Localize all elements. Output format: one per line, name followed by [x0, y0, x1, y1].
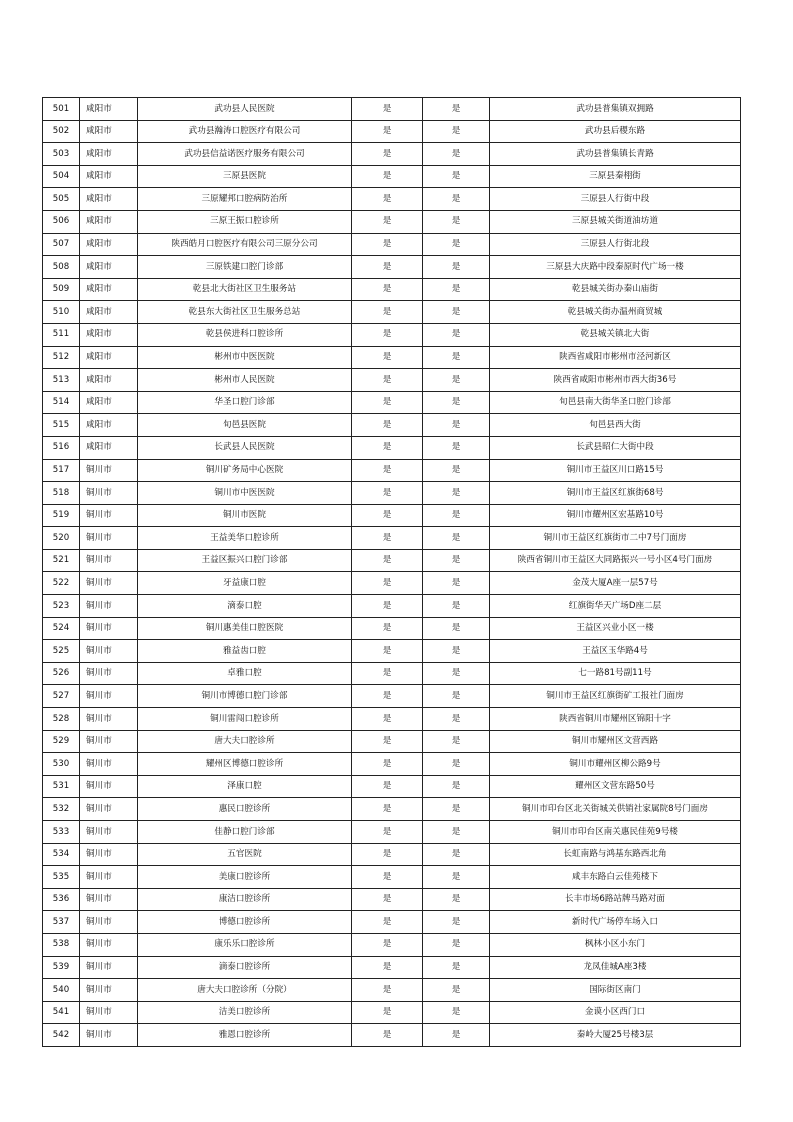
table-row [43, 753, 741, 776]
flag-cell-1: 是 [352, 504, 423, 527]
flag-cell-1: 是 [352, 278, 423, 301]
institution-name-cell: 滴泰口腔 [138, 595, 352, 618]
address-cell: 秦岭大厦25号楼3层 [490, 1024, 741, 1047]
city-cell: 铜川市 [80, 775, 138, 798]
city-cell: 铜川市 [80, 843, 138, 866]
institution-name-cell: 牙益康口腔 [138, 572, 352, 595]
flag-cell-1: 是 [352, 662, 423, 685]
row-number-cell: 511 [43, 323, 80, 346]
address-cell: 乾县城关街办温州商贸城 [490, 301, 741, 324]
city-cell: 铜川市 [80, 595, 138, 618]
address-cell: 七一路81号副11号 [490, 662, 741, 685]
flag-cell-2: 是 [423, 708, 490, 731]
table-row [43, 843, 741, 866]
flag-cell-1: 是 [352, 549, 423, 572]
address-cell: 铜川市王益区川口路15号 [490, 459, 741, 482]
institution-name-cell: 铜川惠美佳口腔医院 [138, 617, 352, 640]
city-cell: 铜川市 [80, 708, 138, 731]
flag-cell-2: 是 [423, 1024, 490, 1047]
institution-name-cell: 五官医院 [138, 843, 352, 866]
flag-cell-1: 是 [352, 256, 423, 279]
table-row [43, 278, 741, 301]
table-row [43, 233, 741, 256]
city-cell: 铜川市 [80, 504, 138, 527]
flag-cell-1: 是 [352, 956, 423, 979]
flag-cell-2: 是 [423, 323, 490, 346]
city-cell: 咸阳市 [80, 188, 138, 211]
city-cell: 铜川市 [80, 459, 138, 482]
address-cell: 武功县后稷东路 [490, 120, 741, 143]
table-row [43, 188, 741, 211]
table-row [43, 708, 741, 731]
row-number-cell: 509 [43, 278, 80, 301]
city-cell: 铜川市 [80, 730, 138, 753]
row-number-cell: 519 [43, 504, 80, 527]
table-body [43, 98, 741, 1047]
address-cell: 武功县普集镇长青路 [490, 143, 741, 166]
institution-name-cell: 康乐乐口腔诊所 [138, 933, 352, 956]
flag-cell-2: 是 [423, 165, 490, 188]
address-cell: 陕西省咸阳市彬州市泾河新区 [490, 346, 741, 369]
flag-cell-1: 是 [352, 98, 423, 121]
row-number-cell: 510 [43, 301, 80, 324]
flag-cell-2: 是 [423, 527, 490, 550]
flag-cell-1: 是 [352, 369, 423, 392]
city-cell: 铜川市 [80, 979, 138, 1002]
flag-cell-1: 是 [352, 933, 423, 956]
institution-name-cell: 武功县人民医院 [138, 98, 352, 121]
flag-cell-1: 是 [352, 1024, 423, 1047]
flag-cell-2: 是 [423, 775, 490, 798]
flag-cell-1: 是 [352, 165, 423, 188]
flag-cell-1: 是 [352, 753, 423, 776]
address-cell: 枫林小区小东门 [490, 933, 741, 956]
flag-cell-1: 是 [352, 323, 423, 346]
flag-cell-2: 是 [423, 595, 490, 618]
institution-name-cell: 佳静口腔门诊部 [138, 821, 352, 844]
flag-cell-1: 是 [352, 911, 423, 934]
table-row [43, 888, 741, 911]
flag-cell-2: 是 [423, 956, 490, 979]
address-cell: 咸丰东路白云佳苑楼下 [490, 866, 741, 889]
table-row [43, 595, 741, 618]
row-number-cell: 531 [43, 775, 80, 798]
flag-cell-1: 是 [352, 346, 423, 369]
flag-cell-1: 是 [352, 821, 423, 844]
flag-cell-1: 是 [352, 459, 423, 482]
address-cell: 武功县普集镇双拥路 [490, 98, 741, 121]
flag-cell-2: 是 [423, 979, 490, 1002]
flag-cell-2: 是 [423, 188, 490, 211]
address-cell: 铜川市耀州区柳公路9号 [490, 753, 741, 776]
address-cell: 铜川市耀州区文营西路 [490, 730, 741, 753]
table-row [43, 1024, 741, 1047]
city-cell: 铜川市 [80, 888, 138, 911]
row-number-cell: 512 [43, 346, 80, 369]
address-cell: 铜川市王益区红旗街市二中7号门面房 [490, 527, 741, 550]
institution-name-cell: 唐大夫口腔诊所 [138, 730, 352, 753]
flag-cell-1: 是 [352, 572, 423, 595]
flag-cell-1: 是 [352, 775, 423, 798]
table-row [43, 391, 741, 414]
institution-name-cell: 雅恩口腔诊所 [138, 1024, 352, 1047]
flag-cell-2: 是 [423, 1001, 490, 1024]
flag-cell-2: 是 [423, 278, 490, 301]
city-cell: 咸阳市 [80, 143, 138, 166]
table-row [43, 143, 741, 166]
address-cell: 铜川市耀州区宏基路10号 [490, 504, 741, 527]
flag-cell-2: 是 [423, 617, 490, 640]
table-row [43, 527, 741, 550]
flag-cell-1: 是 [352, 210, 423, 233]
row-number-cell: 525 [43, 640, 80, 663]
flag-cell-1: 是 [352, 482, 423, 505]
city-cell: 咸阳市 [80, 391, 138, 414]
city-cell: 咸阳市 [80, 369, 138, 392]
table-row [43, 301, 741, 324]
row-number-cell: 518 [43, 482, 80, 505]
city-cell: 咸阳市 [80, 98, 138, 121]
city-cell: 铜川市 [80, 821, 138, 844]
table-row [43, 911, 741, 934]
city-cell: 咸阳市 [80, 323, 138, 346]
table-row [43, 730, 741, 753]
table-row [43, 120, 741, 143]
row-number-cell: 535 [43, 866, 80, 889]
row-number-cell: 522 [43, 572, 80, 595]
address-cell: 红旗街华天广场D座二层 [490, 595, 741, 618]
table-row [43, 572, 741, 595]
table-row [43, 256, 741, 279]
row-number-cell: 516 [43, 436, 80, 459]
institution-name-cell: 铜川市博德口腔门诊部 [138, 685, 352, 708]
address-cell: 乾县城关镇北大街 [490, 323, 741, 346]
table-row [43, 1001, 741, 1024]
flag-cell-2: 是 [423, 730, 490, 753]
flag-cell-2: 是 [423, 685, 490, 708]
flag-cell-1: 是 [352, 527, 423, 550]
institution-name-cell: 铜川市中医医院 [138, 482, 352, 505]
table-row [43, 346, 741, 369]
row-number-cell: 513 [43, 369, 80, 392]
flag-cell-2: 是 [423, 888, 490, 911]
flag-cell-1: 是 [352, 685, 423, 708]
city-cell: 铜川市 [80, 572, 138, 595]
row-number-cell: 536 [43, 888, 80, 911]
flag-cell-1: 是 [352, 120, 423, 143]
city-cell: 咸阳市 [80, 278, 138, 301]
city-cell: 咸阳市 [80, 414, 138, 437]
table-row [43, 956, 741, 979]
flag-cell-2: 是 [423, 482, 490, 505]
row-number-cell: 508 [43, 256, 80, 279]
table-row [43, 685, 741, 708]
row-number-cell: 514 [43, 391, 80, 414]
institution-name-cell: 王益区振兴口腔门诊部 [138, 549, 352, 572]
institution-name-cell: 长武县人民医院 [138, 436, 352, 459]
flag-cell-1: 是 [352, 888, 423, 911]
flag-cell-2: 是 [423, 391, 490, 414]
address-cell: 长丰市场6路站牌马路对面 [490, 888, 741, 911]
city-cell: 铜川市 [80, 617, 138, 640]
table-row [43, 210, 741, 233]
city-cell: 铜川市 [80, 685, 138, 708]
flag-cell-2: 是 [423, 933, 490, 956]
address-cell: 龙凤佳城A座3楼 [490, 956, 741, 979]
institution-name-cell: 滴泰口腔诊所 [138, 956, 352, 979]
city-cell: 咸阳市 [80, 346, 138, 369]
institution-table [42, 97, 741, 1047]
address-cell: 陕西省咸阳市彬州市西大街36号 [490, 369, 741, 392]
flag-cell-1: 是 [352, 640, 423, 663]
row-number-cell: 515 [43, 414, 80, 437]
row-number-cell: 520 [43, 527, 80, 550]
address-cell: 陕西省铜川市耀州区锦阳十字 [490, 708, 741, 731]
row-number-cell: 542 [43, 1024, 80, 1047]
flag-cell-1: 是 [352, 143, 423, 166]
flag-cell-2: 是 [423, 549, 490, 572]
institution-name-cell: 武功县信益诺医疗服务有限公司 [138, 143, 352, 166]
city-cell: 咸阳市 [80, 120, 138, 143]
flag-cell-2: 是 [423, 662, 490, 685]
table-row [43, 549, 741, 572]
row-number-cell: 529 [43, 730, 80, 753]
flag-cell-1: 是 [352, 798, 423, 821]
address-cell: 三原县人行街中段 [490, 188, 741, 211]
address-cell: 金茂大厦A座一层57号 [490, 572, 741, 595]
institution-name-cell: 彬州市中医医院 [138, 346, 352, 369]
flag-cell-1: 是 [352, 979, 423, 1002]
table-row [43, 165, 741, 188]
address-cell: 国际街区南门 [490, 979, 741, 1002]
city-cell: 铜川市 [80, 1024, 138, 1047]
row-number-cell: 505 [43, 188, 80, 211]
flag-cell-2: 是 [423, 210, 490, 233]
row-number-cell: 541 [43, 1001, 80, 1024]
flag-cell-2: 是 [423, 821, 490, 844]
institution-name-cell: 王益美华口腔诊所 [138, 527, 352, 550]
row-number-cell: 538 [43, 933, 80, 956]
flag-cell-2: 是 [423, 369, 490, 392]
city-cell: 铜川市 [80, 956, 138, 979]
address-cell: 长虹南路与鸿基东路西北角 [490, 843, 741, 866]
city-cell: 铜川市 [80, 753, 138, 776]
city-cell: 铜川市 [80, 640, 138, 663]
institution-name-cell: 乾县侯进科口腔诊所 [138, 323, 352, 346]
row-number-cell: 507 [43, 233, 80, 256]
institution-name-cell: 乾县东大街社区卫生服务总站 [138, 301, 352, 324]
flag-cell-1: 是 [352, 414, 423, 437]
institution-name-cell: 泽康口腔 [138, 775, 352, 798]
table-row [43, 640, 741, 663]
address-cell: 王益区玉华路4号 [490, 640, 741, 663]
address-cell: 旬邑县南大街华圣口腔门诊部 [490, 391, 741, 414]
address-cell: 三原县城关街道油坊道 [490, 210, 741, 233]
address-cell: 铜川市印台区南关惠民佳苑9号楼 [490, 821, 741, 844]
flag-cell-1: 是 [352, 1001, 423, 1024]
row-number-cell: 528 [43, 708, 80, 731]
institution-name-cell: 三原县医院 [138, 165, 352, 188]
flag-cell-1: 是 [352, 188, 423, 211]
city-cell: 咸阳市 [80, 165, 138, 188]
institution-name-cell: 雅益齿口腔 [138, 640, 352, 663]
flag-cell-2: 是 [423, 346, 490, 369]
address-cell: 乾县城关街办秦山庙街 [490, 278, 741, 301]
row-number-cell: 532 [43, 798, 80, 821]
city-cell: 铜川市 [80, 1001, 138, 1024]
flag-cell-1: 是 [352, 595, 423, 618]
row-number-cell: 504 [43, 165, 80, 188]
city-cell: 铜川市 [80, 911, 138, 934]
city-cell: 铜川市 [80, 527, 138, 550]
institution-name-cell: 唐大夫口腔诊所（分院） [138, 979, 352, 1002]
row-number-cell: 530 [43, 753, 80, 776]
table-row [43, 798, 741, 821]
flag-cell-1: 是 [352, 301, 423, 324]
row-number-cell: 501 [43, 98, 80, 121]
institution-name-cell: 耀州区博德口腔诊所 [138, 753, 352, 776]
flag-cell-2: 是 [423, 504, 490, 527]
table-row [43, 504, 741, 527]
row-number-cell: 523 [43, 595, 80, 618]
flag-cell-2: 是 [423, 414, 490, 437]
address-cell: 三原县秦栩街 [490, 165, 741, 188]
row-number-cell: 502 [43, 120, 80, 143]
flag-cell-2: 是 [423, 301, 490, 324]
flag-cell-2: 是 [423, 143, 490, 166]
flag-cell-2: 是 [423, 98, 490, 121]
row-number-cell: 534 [43, 843, 80, 866]
flag-cell-2: 是 [423, 233, 490, 256]
city-cell: 铜川市 [80, 482, 138, 505]
institution-name-cell: 康洁口腔诊所 [138, 888, 352, 911]
institution-name-cell: 博德口腔诊所 [138, 911, 352, 934]
table-row [43, 617, 741, 640]
row-number-cell: 503 [43, 143, 80, 166]
table-row [43, 459, 741, 482]
address-cell: 新时代广场停车场入口 [490, 911, 741, 934]
institution-name-cell: 洁美口腔诊所 [138, 1001, 352, 1024]
row-number-cell: 533 [43, 821, 80, 844]
flag-cell-1: 是 [352, 730, 423, 753]
city-cell: 铜川市 [80, 549, 138, 572]
table-row [43, 933, 741, 956]
row-number-cell: 527 [43, 685, 80, 708]
row-number-cell: 537 [43, 911, 80, 934]
table-row [43, 662, 741, 685]
address-cell: 铜川市王益区红旗街矿工报社门面房 [490, 685, 741, 708]
table-row [43, 775, 741, 798]
institution-name-cell: 卓雅口腔 [138, 662, 352, 685]
city-cell: 咸阳市 [80, 233, 138, 256]
flag-cell-1: 是 [352, 617, 423, 640]
flag-cell-1: 是 [352, 391, 423, 414]
flag-cell-1: 是 [352, 436, 423, 459]
flag-cell-1: 是 [352, 843, 423, 866]
institution-name-cell: 旬邑县医院 [138, 414, 352, 437]
city-cell: 咸阳市 [80, 436, 138, 459]
institution-name-cell: 三原耀邦口腔病防治所 [138, 188, 352, 211]
address-cell: 三原县人行街北段 [490, 233, 741, 256]
institution-name-cell: 三原王振口腔诊所 [138, 210, 352, 233]
address-cell: 长武县昭仁大街中段 [490, 436, 741, 459]
table-row [43, 482, 741, 505]
table-row [43, 98, 741, 121]
flag-cell-1: 是 [352, 708, 423, 731]
institution-name-cell: 陕西皓月口腔医疗有限公司三原分公司 [138, 233, 352, 256]
address-cell: 铜川市王益区红旗街68号 [490, 482, 741, 505]
city-cell: 咸阳市 [80, 256, 138, 279]
flag-cell-2: 是 [423, 798, 490, 821]
flag-cell-2: 是 [423, 753, 490, 776]
flag-cell-2: 是 [423, 256, 490, 279]
table-row [43, 369, 741, 392]
row-number-cell: 526 [43, 662, 80, 685]
row-number-cell: 517 [43, 459, 80, 482]
address-cell: 三原县大庆路中段秦原时代广场一楼 [490, 256, 741, 279]
table-row [43, 436, 741, 459]
city-cell: 铜川市 [80, 933, 138, 956]
institution-name-cell: 铜川市医院 [138, 504, 352, 527]
row-number-cell: 540 [43, 979, 80, 1002]
table-row [43, 821, 741, 844]
city-cell: 铜川市 [80, 866, 138, 889]
table-row [43, 323, 741, 346]
city-cell: 铜川市 [80, 798, 138, 821]
institution-name-cell: 华圣口腔门诊部 [138, 391, 352, 414]
institution-name-cell: 铜川雷闯口腔诊所 [138, 708, 352, 731]
flag-cell-2: 是 [423, 866, 490, 889]
institution-name-cell: 美康口腔诊所 [138, 866, 352, 889]
institution-name-cell: 彬州市人民医院 [138, 369, 352, 392]
flag-cell-2: 是 [423, 640, 490, 663]
flag-cell-2: 是 [423, 459, 490, 482]
institution-name-cell: 惠民口腔诊所 [138, 798, 352, 821]
institution-name-cell: 乾县北大街社区卫生服务站 [138, 278, 352, 301]
address-cell: 王益区兴业小区一楼 [490, 617, 741, 640]
institution-name-cell: 铜川矿务局中心医院 [138, 459, 352, 482]
address-cell: 陕西省铜川市王益区大同路振兴一号小区4号门面房 [490, 549, 741, 572]
flag-cell-2: 是 [423, 120, 490, 143]
flag-cell-2: 是 [423, 843, 490, 866]
flag-cell-1: 是 [352, 233, 423, 256]
address-cell: 旬邑县西大街 [490, 414, 741, 437]
row-number-cell: 539 [43, 956, 80, 979]
flag-cell-2: 是 [423, 911, 490, 934]
row-number-cell: 524 [43, 617, 80, 640]
city-cell: 铜川市 [80, 662, 138, 685]
address-cell: 铜川市印台区北关街城关供销社家属院8号门面房 [490, 798, 741, 821]
flag-cell-1: 是 [352, 866, 423, 889]
flag-cell-2: 是 [423, 572, 490, 595]
table-row [43, 414, 741, 437]
row-number-cell: 521 [43, 549, 80, 572]
table-row [43, 979, 741, 1002]
flag-cell-2: 是 [423, 436, 490, 459]
address-cell: 金谟小区西门口 [490, 1001, 741, 1024]
city-cell: 咸阳市 [80, 210, 138, 233]
institution-name-cell: 武功县瀚涛口腔医疗有限公司 [138, 120, 352, 143]
city-cell: 咸阳市 [80, 301, 138, 324]
row-number-cell: 506 [43, 210, 80, 233]
table-row [43, 866, 741, 889]
institution-name-cell: 三原铁建口腔门诊部 [138, 256, 352, 279]
address-cell: 耀州区文营东路50号 [490, 775, 741, 798]
